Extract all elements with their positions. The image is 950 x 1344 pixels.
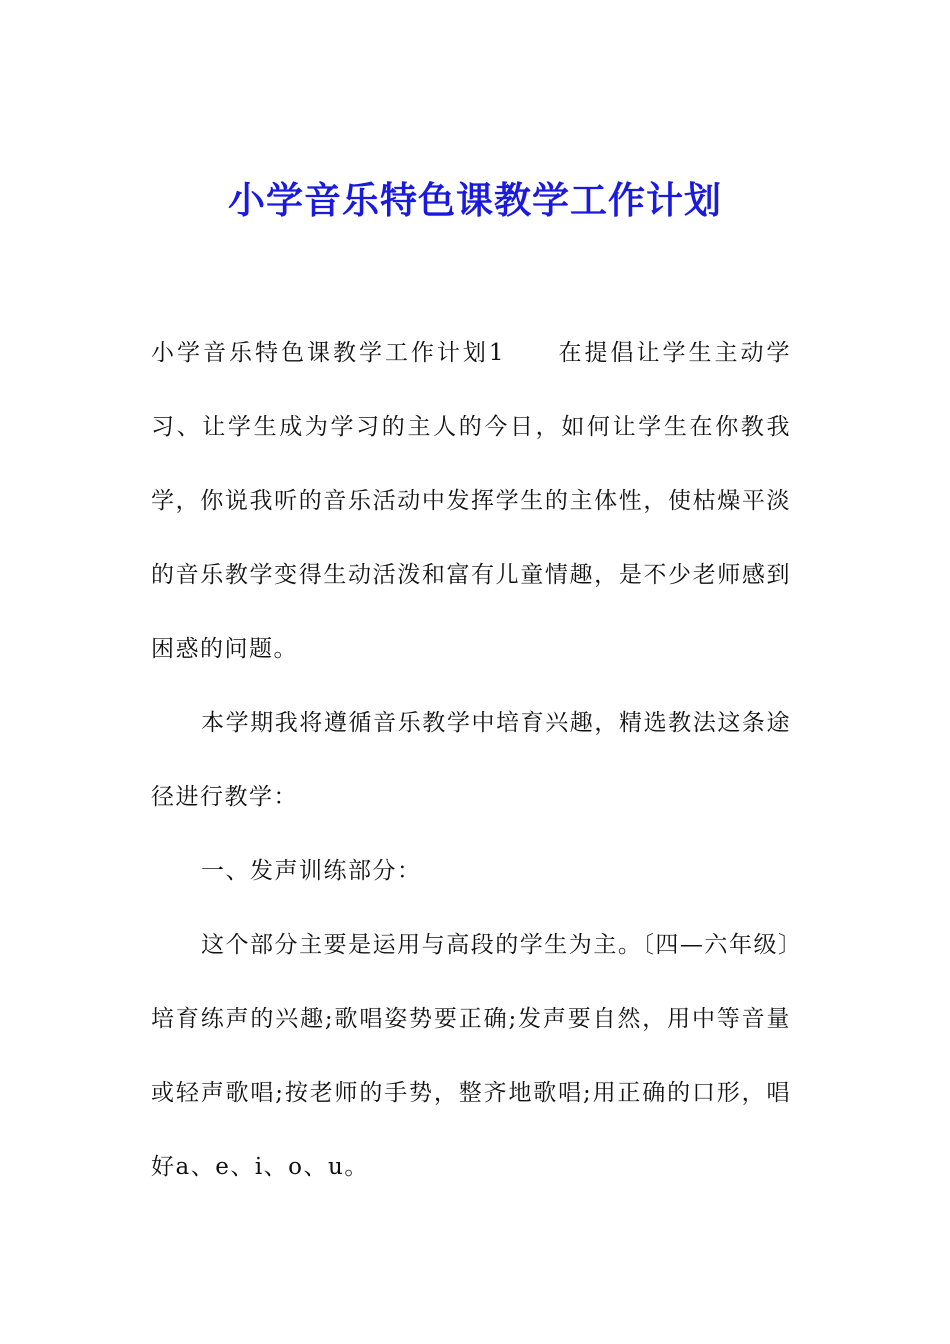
paragraph-4: 这个部分主要是运用与高段的学生为主。〔四—六年级〕培育练声的兴趣;歌唱姿势要正确;发声要自然，用中等音量或轻声歌唱;按老师的手势，整齐地歌唱;用正确的口形，唱好a、e、i、o、u。 [151, 932, 791, 1180]
lead-heading: 小学音乐特色课教学工作计划1 [151, 340, 506, 366]
document-title: 小学音乐特色课教学工作计划 [228, 178, 722, 222]
paragraph-3: 一、发声训练部分： [201, 858, 422, 884]
paragraph-2: 本学期我将遵循音乐教学中培育兴趣，精选教法这条途径进行教学： [151, 710, 791, 810]
document-body [151, 316, 791, 1204]
paragraph-1 [151, 316, 791, 686]
paragraph-1-text: 在提倡让学生主动学习、让学生成为学习的主人的今日，如何让学生在你教我学，你说我听的音乐活动中发挥学生的主体性，使枯燥平淡的音乐教学变得生动活泼和富有儿童情趣，是不少老师感到困惑的问题。 [151, 340, 792, 662]
